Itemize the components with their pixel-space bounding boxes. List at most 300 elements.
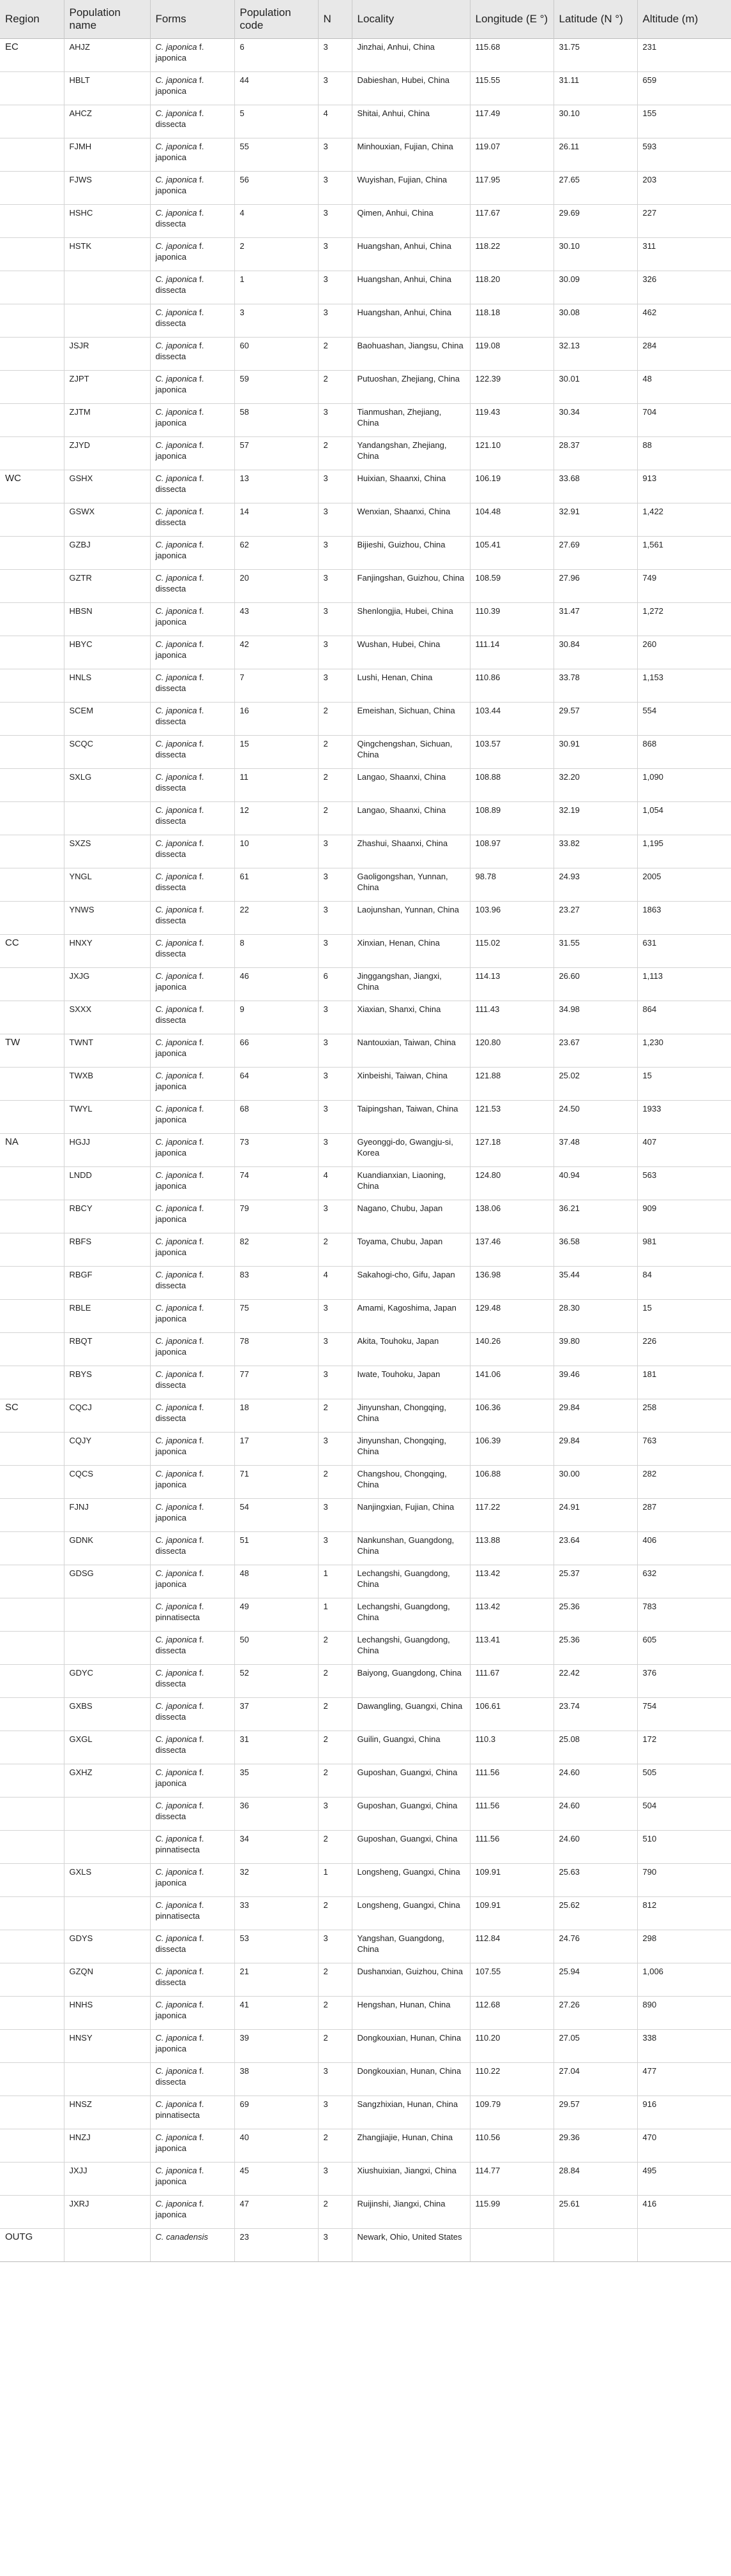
cell-population-name: JXJJ [64,2163,150,2196]
cell-forms: C. japonica f. dissecta [150,669,234,703]
cell-population-name [64,304,150,338]
cell-forms: C. japonica f. dissecta [150,105,234,138]
cell-population-name: SXXX [64,1001,150,1034]
cell-population-code: 39 [234,2030,318,2063]
cell-longitude: 110.20 [470,2030,554,2063]
cell-altitude: 282 [637,1466,731,1499]
header-latitude: Latitude (N °) [554,0,637,39]
cell-locality: Dushanxian, Guizhou, China [352,1963,470,1997]
cell-n: 3 [318,2063,352,2096]
table-row [0,2129,731,2163]
cell-region [0,1831,64,1864]
table-row [0,2163,731,2196]
cell-forms: C. japonica f. japonica [150,1200,234,1233]
cell-population-code: 75 [234,1300,318,1333]
cell-forms: C. japonica f. pinnatisecta [150,2096,234,2129]
cell-altitude: 477 [637,2063,731,2096]
cell-altitude: 1,090 [637,769,731,802]
cell-n: 2 [318,1997,352,2030]
cell-population-code: 46 [234,968,318,1001]
cell-region [0,736,64,769]
cell-latitude: 24.93 [554,868,637,902]
cell-locality: Guposhan, Guangxi, China [352,1798,470,1831]
cell-altitude: 495 [637,2163,731,2196]
cell-locality: Changshou, Chongqing, China [352,1466,470,1499]
cell-population-name: AHCZ [64,105,150,138]
cell-locality: Taipingshan, Taiwan, China [352,1101,470,1134]
cell-region [0,1930,64,1963]
table-row [0,503,731,537]
cell-latitude: 29.69 [554,205,637,238]
cell-region [0,271,64,304]
cell-longitude: 114.77 [470,2163,554,2196]
cell-forms: C. japonica f. dissecta [150,2063,234,2096]
cell-n: 3 [318,1366,352,1399]
cell-altitude: 462 [637,304,731,338]
cell-population-code: 33 [234,1897,318,1930]
cell-longitude: 115.68 [470,39,554,72]
cell-altitude: 181 [637,1366,731,1399]
cell-altitude: 311 [637,238,731,271]
cell-longitude: 106.61 [470,1698,554,1731]
header-population-code: Population code [234,0,318,39]
cell-region [0,2163,64,2196]
cell-latitude: 27.65 [554,172,637,205]
cell-population-code: 23 [234,2229,318,2262]
cell-population-code: 52 [234,1665,318,1698]
cell-population-name: HBYC [64,636,150,669]
cell-population-code: 45 [234,2163,318,2196]
cell-longitude: 115.02 [470,935,554,968]
cell-population-name: HGJJ [64,1134,150,1167]
cell-longitude: 110.3 [470,1731,554,1764]
cell-altitude: 298 [637,1930,731,1963]
cell-forms: C. japonica f. japonica [150,1034,234,1068]
cell-altitude [637,2229,731,2262]
cell-population-code: 48 [234,1565,318,1598]
cell-locality: Akita, Touhoku, Japan [352,1333,470,1366]
cell-altitude: 84 [637,1267,731,1300]
cell-locality: Nantouxian, Taiwan, China [352,1034,470,1068]
cell-forms: C. japonica f. japonica [150,1333,234,1366]
cell-latitude: 23.27 [554,902,637,935]
table-row [0,72,731,105]
cell-forms: C. japonica f. dissecta [150,703,234,736]
cell-longitude: 119.08 [470,338,554,371]
cell-latitude: 25.94 [554,1963,637,1997]
table-row [0,2063,731,2096]
cell-altitude: 287 [637,1499,731,1532]
cell-region [0,2096,64,2129]
cell-population-name [64,1831,150,1864]
cell-forms: C. japonica f. japonica [150,1499,234,1532]
cell-latitude: 25.63 [554,1864,637,1897]
cell-population-name: GXLS [64,1864,150,1897]
table-row [0,570,731,603]
cell-forms: C. japonica f. japonica [150,1068,234,1101]
cell-longitude: 115.55 [470,72,554,105]
cell-forms: C. japonica f. japonica [150,1864,234,1897]
cell-population-name: GZTR [64,570,150,603]
cell-locality: Ruijinshi, Jiangxi, China [352,2196,470,2229]
cell-locality: Laojunshan, Yunnan, China [352,902,470,935]
cell-region [0,304,64,338]
cell-locality: Xinbeishi, Taiwan, China [352,1068,470,1101]
cell-latitude: 29.57 [554,2096,637,2129]
cell-forms: C. japonica f. pinnatisecta [150,1598,234,1632]
cell-latitude: 27.05 [554,2030,637,2063]
cell-latitude: 27.04 [554,2063,637,2096]
cell-n: 4 [318,1167,352,1200]
cell-latitude: 26.11 [554,138,637,172]
cell-n: 1 [318,1565,352,1598]
table-row [0,271,731,304]
table-row [0,1399,731,1433]
cell-forms: C. japonica f. japonica [150,1466,234,1499]
cell-altitude: 338 [637,2030,731,2063]
cell-population-name: HSHC [64,205,150,238]
cell-n: 2 [318,1466,352,1499]
cell-population-code: 38 [234,2063,318,2096]
cell-population-name: TWXB [64,1068,150,1101]
cell-latitude: 29.84 [554,1399,637,1433]
cell-latitude: 40.94 [554,1167,637,1200]
cell-n: 3 [318,1499,352,1532]
cell-population-code: 32 [234,1864,318,1897]
cell-altitude: 554 [637,703,731,736]
cell-forms: C. japonica f. dissecta [150,271,234,304]
table-row [0,1598,731,1632]
cell-population-name: CQJY [64,1433,150,1466]
cell-population-name: AHJZ [64,39,150,72]
cell-longitude: 113.42 [470,1598,554,1632]
table-row [0,1698,731,1731]
cell-forms: C. japonica f. pinnatisecta [150,1831,234,1864]
table-row [0,470,731,503]
cell-population-code: 44 [234,72,318,105]
cell-latitude: 30.10 [554,105,637,138]
cell-altitude: 226 [637,1333,731,1366]
cell-latitude: 30.00 [554,1466,637,1499]
cell-locality: Toyama, Chubu, Japan [352,1233,470,1267]
cell-altitude: 763 [637,1433,731,1466]
cell-n: 3 [318,1134,352,1167]
cell-region [0,2030,64,2063]
table-row [0,2030,731,2063]
cell-locality: Sakahogi-cho, Gifu, Japan [352,1267,470,1300]
cell-population-code: 10 [234,835,318,868]
cell-forms: C. japonica f. dissecta [150,1798,234,1831]
cell-forms: C. japonica f. japonica [150,1997,234,2030]
cell-altitude: 1,422 [637,503,731,537]
cell-forms: C. japonica f. japonica [150,371,234,404]
cell-locality: Fanjingshan, Guizhou, China [352,570,470,603]
cell-forms: C. japonica f. japonica [150,2030,234,2063]
cell-forms: C. japonica f. dissecta [150,769,234,802]
cell-population-code: 83 [234,1267,318,1300]
cell-n: 2 [318,1632,352,1665]
cell-altitude: 631 [637,935,731,968]
cell-locality: Baiyong, Guangdong, China [352,1665,470,1698]
cell-locality: Wuyishan, Fujian, China [352,172,470,205]
cell-region [0,172,64,205]
cell-region [0,1466,64,1499]
cell-altitude: 231 [637,39,731,72]
cell-n: 3 [318,503,352,537]
cell-region [0,1698,64,1731]
cell-population-code: 73 [234,1134,318,1167]
table-row [0,1300,731,1333]
cell-population-name [64,1897,150,1930]
cell-locality: Huixian, Shaanxi, China [352,470,470,503]
cell-forms: C. japonica f. japonica [150,1134,234,1167]
cell-population-name: HNXY [64,935,150,968]
cell-population-name [64,271,150,304]
cell-population-name: SCQC [64,736,150,769]
table-row [0,1997,731,2030]
cell-population-code: 5 [234,105,318,138]
cell-population-name: ZJYD [64,437,150,470]
cell-n: 3 [318,1930,352,1963]
cell-n: 2 [318,1897,352,1930]
header-locality: Locality [352,0,470,39]
cell-longitude: 122.39 [470,371,554,404]
cell-population-name: GXBS [64,1698,150,1731]
cell-forms: C. japonica f. dissecta [150,470,234,503]
cell-altitude: 155 [637,105,731,138]
cell-longitude: 118.20 [470,271,554,304]
cell-n: 2 [318,437,352,470]
cell-population-name: YNWS [64,902,150,935]
cell-population-name: TWYL [64,1101,150,1134]
cell-forms: C. japonica f. japonica [150,1167,234,1200]
cell-latitude: 30.09 [554,271,637,304]
cell-latitude: 24.50 [554,1101,637,1134]
cell-population-name: HNSZ [64,2096,150,2129]
cell-forms: C. japonica f. dissecta [150,503,234,537]
table-row [0,835,731,868]
cell-locality: Xiaxian, Shanxi, China [352,1001,470,1034]
cell-population-name: CQCJ [64,1399,150,1433]
cell-forms: C. japonica f. dissecta [150,902,234,935]
cell-population-code: 8 [234,935,318,968]
cell-latitude: 28.84 [554,2163,637,2196]
cell-forms: C. japonica f. japonica [150,2163,234,2196]
cell-n: 3 [318,138,352,172]
cell-population-code: 42 [234,636,318,669]
cell-locality: Lechangshi, Guangdong, China [352,1565,470,1598]
cell-population-name: TWNT [64,1034,150,1068]
cell-population-code: 68 [234,1101,318,1134]
cell-locality: Guposhan, Guangxi, China [352,1831,470,1864]
cell-longitude: 110.86 [470,669,554,703]
cell-altitude: 1,561 [637,537,731,570]
cell-locality: Langao, Shaanxi, China [352,802,470,835]
cell-longitude: 118.22 [470,238,554,271]
cell-latitude: 31.75 [554,39,637,72]
cell-latitude: 24.60 [554,1764,637,1798]
cell-population-code: 2 [234,238,318,271]
cell-population-code: 7 [234,669,318,703]
cell-locality: Sangzhixian, Hunan, China [352,2096,470,2129]
cell-latitude [554,2229,637,2262]
cell-longitude: 103.96 [470,902,554,935]
cell-locality: Kuandianxian, Liaoning, China [352,1167,470,1200]
cell-n: 3 [318,1798,352,1831]
cell-population-name: GXGL [64,1731,150,1764]
cell-population-name: HNLS [64,669,150,703]
cell-population-code: 37 [234,1698,318,1731]
cell-population-code: 16 [234,703,318,736]
cell-region [0,703,64,736]
cell-longitude: 115.99 [470,2196,554,2229]
cell-locality: Lushi, Henan, China [352,669,470,703]
cell-population-name [64,2229,150,2262]
cell-n: 3 [318,172,352,205]
header-n: N [318,0,352,39]
cell-region: OUTG [0,2229,64,2262]
header-row [0,0,731,39]
cell-longitude: 106.39 [470,1433,554,1466]
cell-longitude: 113.41 [470,1632,554,1665]
header-altitude: Altitude (m) [637,0,731,39]
cell-altitude: 890 [637,1997,731,2030]
cell-population-name: GXHZ [64,1764,150,1798]
cell-population-name: HNZJ [64,2129,150,2163]
cell-population-name: SCEM [64,703,150,736]
cell-longitude: 109.91 [470,1897,554,1930]
cell-n: 2 [318,2129,352,2163]
cell-population-name: FJMH [64,138,150,172]
table-row [0,1963,731,1997]
table-row [0,1200,731,1233]
cell-region [0,1333,64,1366]
cell-locality: Lechangshi, Guangdong, China [352,1632,470,1665]
cell-altitude: 749 [637,570,731,603]
cell-population-code: 14 [234,503,318,537]
table-row [0,1267,731,1300]
cell-altitude: 470 [637,2129,731,2163]
cell-region [0,2196,64,2229]
cell-longitude: 111.43 [470,1001,554,1034]
cell-forms: C. japonica f. japonica [150,1233,234,1267]
cell-longitude: 113.42 [470,1565,554,1598]
cell-region [0,1101,64,1134]
cell-population-name [64,1798,150,1831]
cell-longitude: 137.46 [470,1233,554,1267]
table-row [0,2229,731,2262]
table-row [0,736,731,769]
table-row [0,138,731,172]
cell-population-name: CQCS [64,1466,150,1499]
cell-longitude: 121.53 [470,1101,554,1134]
cell-locality: Hengshan, Hunan, China [352,1997,470,2030]
header-longitude: Longitude (E °) [470,0,554,39]
cell-forms: C. japonica f. dissecta [150,1930,234,1963]
cell-locality: Nanjingxian, Fujian, China [352,1499,470,1532]
cell-latitude: 36.58 [554,1233,637,1267]
cell-forms: C. canadensis [150,2229,234,2262]
cell-n: 3 [318,1001,352,1034]
cell-region [0,669,64,703]
cell-population-code: 49 [234,1598,318,1632]
table-row [0,1134,731,1167]
cell-forms: C. japonica f. japonica [150,636,234,669]
cell-population-code: 77 [234,1366,318,1399]
cell-population-code: 66 [234,1034,318,1068]
cell-forms: C. japonica f. dissecta [150,338,234,371]
cell-altitude: 510 [637,1831,731,1864]
cell-n: 2 [318,1831,352,1864]
cell-altitude: 172 [637,1731,731,1764]
cell-region: WC [0,470,64,503]
cell-latitude: 25.02 [554,1068,637,1101]
cell-population-code: 11 [234,769,318,802]
cell-n: 3 [318,570,352,603]
cell-latitude: 39.46 [554,1366,637,1399]
cell-latitude: 25.36 [554,1598,637,1632]
cell-forms: C. japonica f. dissecta [150,1963,234,1997]
cell-region [0,338,64,371]
table-header [0,0,731,39]
cell-population-name: RBLE [64,1300,150,1333]
cell-region [0,1532,64,1565]
cell-region [0,1366,64,1399]
cell-locality: Xiushuixian, Jiangxi, China [352,2163,470,2196]
cell-altitude: 326 [637,271,731,304]
cell-altitude: 790 [637,1864,731,1897]
cell-longitude: 103.44 [470,703,554,736]
cell-latitude: 25.08 [554,1731,637,1764]
cell-longitude: 141.06 [470,1366,554,1399]
cell-n: 2 [318,1233,352,1267]
cell-latitude: 23.64 [554,1532,637,1565]
cell-latitude: 32.19 [554,802,637,835]
cell-region [0,404,64,437]
cell-region [0,537,64,570]
cell-longitude: 108.97 [470,835,554,868]
cell-longitude: 105.41 [470,537,554,570]
cell-locality: Tianmushan, Zhejiang, China [352,404,470,437]
cell-locality: Wenxian, Shaanxi, China [352,503,470,537]
cell-latitude: 26.60 [554,968,637,1001]
table-row [0,205,731,238]
cell-longitude: 106.88 [470,1466,554,1499]
cell-longitude: 124.80 [470,1167,554,1200]
table-row [0,1897,731,1930]
cell-locality: Shitai, Anhui, China [352,105,470,138]
cell-longitude: 98.78 [470,868,554,902]
cell-population-code: 18 [234,1399,318,1433]
cell-longitude: 136.98 [470,1267,554,1300]
cell-population-name: RBQT [64,1333,150,1366]
cell-region [0,503,64,537]
cell-altitude: 864 [637,1001,731,1034]
cell-altitude: 754 [637,1698,731,1731]
cell-longitude: 119.07 [470,138,554,172]
cell-forms: C. japonica f. dissecta [150,835,234,868]
cell-population-code: 12 [234,802,318,835]
cell-locality: Gaoligongshan, Yunnan, China [352,868,470,902]
cell-population-code: 15 [234,736,318,769]
cell-region: EC [0,39,64,72]
table-row [0,537,731,570]
cell-region: NA [0,1134,64,1167]
cell-region [0,1200,64,1233]
cell-n: 2 [318,2030,352,2063]
cell-longitude: 118.18 [470,304,554,338]
cell-forms: C. japonica f. dissecta [150,304,234,338]
